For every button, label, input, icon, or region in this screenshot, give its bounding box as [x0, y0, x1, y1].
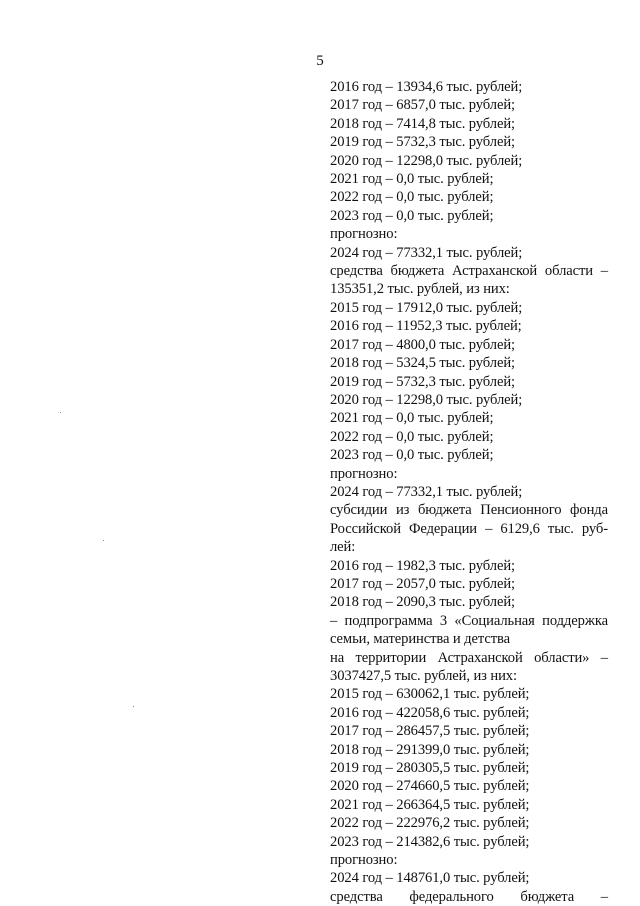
text-line: лей: [330, 539, 356, 556]
document-text-column [330, 78, 608, 906]
text-line: прогнозно: [330, 465, 398, 482]
text-line: 2024 год – 77332,1 тыс. рублей; [330, 244, 523, 261]
text-line: 2018 год – 7414,8 тыс. рублей; [330, 115, 515, 132]
text-line: 2023 год – 214382,6 тыс. рублей; [330, 833, 530, 850]
text-line: 2018 год – 5324,5 тыс. рублей; [330, 355, 515, 372]
scan-speck [103, 540, 104, 541]
text-line: средства бюджета Астраханской области – [330, 263, 608, 280]
text-line: 2023 год – 0,0 тыс. рублей; [330, 207, 494, 224]
text-line: 2022 год – 0,0 тыс. рублей; [330, 189, 494, 206]
text-line: 2020 год – 12298,0 тыс. рублей; [330, 391, 523, 408]
text-line: 2018 год – 291399,0 тыс. рублей; [330, 741, 530, 758]
text-line: 2016 год – 422058,6 тыс. рублей; [330, 704, 530, 721]
text-line: 2021 год – 0,0 тыс. рублей; [330, 410, 494, 427]
text-line: – подпрограмма 3 «Социальная поддержка [330, 612, 608, 629]
text-line: прогнозно: [330, 226, 398, 243]
text-line: 2024 год – 77332,1 тыс. рублей; [330, 483, 523, 500]
text-line: 2016 год – 13934,6 тыс. рублей; [330, 79, 523, 95]
page-number: 5 [316, 53, 324, 69]
text-line: 135351,2 тыс. рублей, из них: [330, 281, 510, 298]
text-line: 2019 год – 280305,5 тыс. рублей; [330, 760, 530, 777]
text-line: 3037427,5 тыс. рублей, из них: [330, 668, 517, 684]
text-line: 2016 год – 1982,3 тыс. рублей; [330, 557, 515, 574]
text-line: на территории Астраханской области» – [330, 649, 608, 666]
text-line: 2015 год – 630062,1 тыс. рублей; [330, 686, 530, 703]
text-line: 2023 год – 0,0 тыс. рублей; [330, 447, 494, 464]
text-line: 2017 год – 286457,5 тыс. рублей; [330, 723, 530, 740]
text-line: семьи, материнства и детства [330, 631, 510, 648]
text-line: 2021 год – 0,0 тыс. рублей; [330, 171, 494, 188]
text-line: 2020 год – 12298,0 тыс. рублей; [330, 152, 523, 169]
text-line: субсидии из бюджета Пенсионного фонда [330, 502, 608, 519]
text-line: средства федерального бюджета – [330, 888, 608, 905]
text-line: 2020 год – 274660,5 тыс. рублей; [330, 778, 530, 795]
text-line: 2022 год – 0,0 тыс. рублей; [330, 428, 494, 445]
text-line: 2017 год – 4800,0 тыс. рублей; [330, 336, 515, 353]
text-line: Российской Федерации – 6129,6 тыс. руб- [330, 520, 608, 537]
scan-speck [60, 412, 61, 413]
text-line: 2015 год – 17912,0 тыс. рублей; [330, 299, 523, 316]
text-line: 2016 год – 11952,3 тыс. рублей; [330, 318, 522, 335]
text-line: 2017 год – 6857,0 тыс. рублей; [330, 97, 515, 114]
text-line: 2021 год – 266364,5 тыс. рублей; [330, 796, 530, 813]
scan-speck [133, 706, 134, 707]
text-line: прогнозно: [330, 852, 398, 869]
text-line: 2019 год – 5732,3 тыс. рублей; [330, 373, 515, 390]
text-line: 2018 год – 2090,3 тыс. рублей; [330, 594, 515, 611]
text-line: 2024 год – 148761,0 тыс. рублей; [330, 870, 530, 887]
text-line: 2019 год – 5732,3 тыс. рублей; [330, 134, 515, 151]
text-line: 2017 год – 2057,0 тыс. рублей; [330, 575, 515, 592]
text-line: 2022 год – 222976,2 тыс. рублей; [330, 815, 530, 832]
